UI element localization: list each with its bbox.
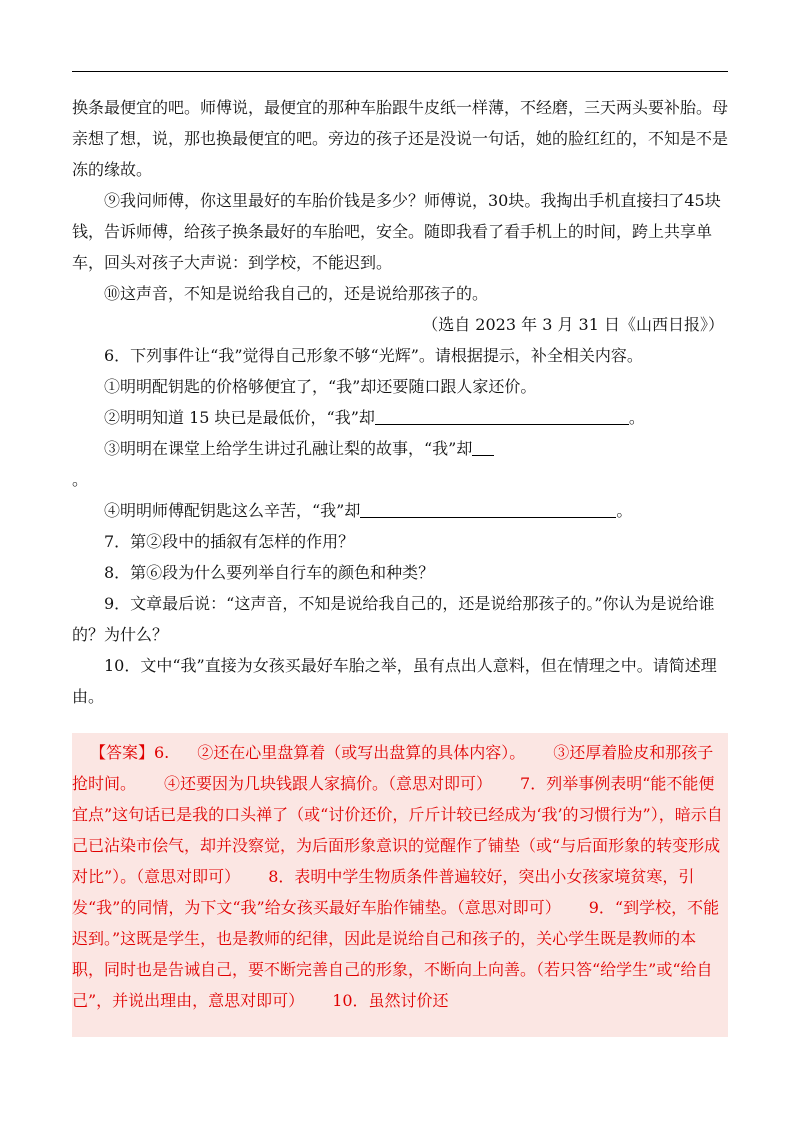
question-6-item-4-text: ④明明师傅配钥匙这么辛苦，“我”却: [104, 501, 361, 520]
source-citation: （选自 2023 年 3 月 31 日《山西日报》）: [422, 315, 724, 334]
answer-box: [72, 733, 728, 1037]
question-9: 9．文章最后说：“这声音，不知是说给我自己的，还是说给那孩子的。”你认为是说给谁的？为什么？: [72, 594, 715, 644]
answer-text: [72, 737, 728, 1016]
question-6-item-2-text: ②明明知道 15 块已是最低价，“我”却: [104, 408, 375, 427]
answer-6-2: ②还在心里盘算着（或写出盘算的具体内容）。: [197, 743, 526, 762]
answer-6-3: ③还厚着脸皮和那孩子抢时间。: [72, 743, 714, 793]
question-6-item-2-end: 。: [628, 408, 645, 427]
passage-paragraph-8: 换条最便宜的吧。师傅说，最便宜的那种车胎跟牛皮纸一样薄，不经磨，三天两头要补胎。母亲想了想，说，那也换最便宜的吧。旁边的孩子还是没说一句话，她的脸红红的，不知是不是冻的缘故。: [72, 98, 729, 179]
answer-blank: [375, 406, 629, 425]
question-6-item-4: [72, 495, 728, 526]
answer-6-4: ④还要因为几块钱跟人家搞价。（意思对即可）: [164, 774, 493, 793]
question-6-item-3-end: 。: [72, 470, 89, 489]
passage-and-questions: [72, 92, 728, 712]
question-6-item-3-text: ③明明在课堂上给学生讲过孔融让梨的故事，“我”却: [104, 439, 473, 458]
header-rule: [72, 71, 728, 72]
question-8: 8．第⑥段为什么要列举自行车的颜色和种类？: [104, 563, 435, 582]
answer-10: 10．虽然讨价还: [332, 991, 449, 1010]
question-10: 10．文中“我”直接为女孩买最好车胎之举，虽有点出人意料，但在情理之中。请简述理由。: [72, 656, 717, 706]
question-6: 6．下列事件让“我”觉得自己形象不够“光辉”。请根据提示，补全相关内容。: [104, 346, 643, 365]
answer-9: 9．“到学校，不能迟到。”这既是学生，也是教师的纪律，因此是说给自己和孩子的，关心学生既是教师的本职，同时也是告诫自己，要不断完善自己的形象，不断向上向善。（若只答“给学生”或“给自己”，并说出理由，意思对即可）: [72, 898, 720, 1010]
answer-label: 【答案】6.: [90, 743, 170, 762]
answer-blank: [360, 499, 616, 518]
passage-paragraph-9: ⑨我问师傅，你这里最好的车胎价钱是多少？师傅说，30块。我掏出手机直接扫了45块钱，告诉师傅，给孩子换条最好的车胎吧，安全。随即我看了看手机上的时间，跨上共享单车，回头对孩子大声说：到学校，不能迟到。: [72, 191, 721, 272]
answer-blank: [472, 437, 494, 456]
question-6-item-2: [72, 402, 728, 433]
question-7: 7．第②段中的插叙有怎样的作用？: [104, 532, 355, 551]
question-6-item-3: [72, 433, 728, 464]
answer-8: 8．表明中学生物质条件普遍较好，突出小女孩家境贫寒，引发“我”的同情，为下文“我”给女孩买最好车胎作铺垫。（意思对即可）: [72, 867, 695, 917]
passage-paragraph-10: ⑩这声音，不知是说给我自己的，还是说给那孩子的。: [104, 284, 489, 303]
answer-7: 7．列举事例表明“能不能便宜点”这句话已是我的口头禅了（或“讨价还价，斤斤计较已经成为‘我’的习惯行为”），暗示自己已沾染市侩气，却并没察觉，为后面形象意识的觉醒作了铺垫（或“与后面形象的转变形成对比”）。（意思对即可）: [72, 774, 723, 886]
question-6-item-1: ①明明配钥匙的价格够便宜了，“我”却还要随口跟人家还价。: [104, 377, 537, 396]
question-6-item-4-end: 。: [616, 501, 633, 520]
